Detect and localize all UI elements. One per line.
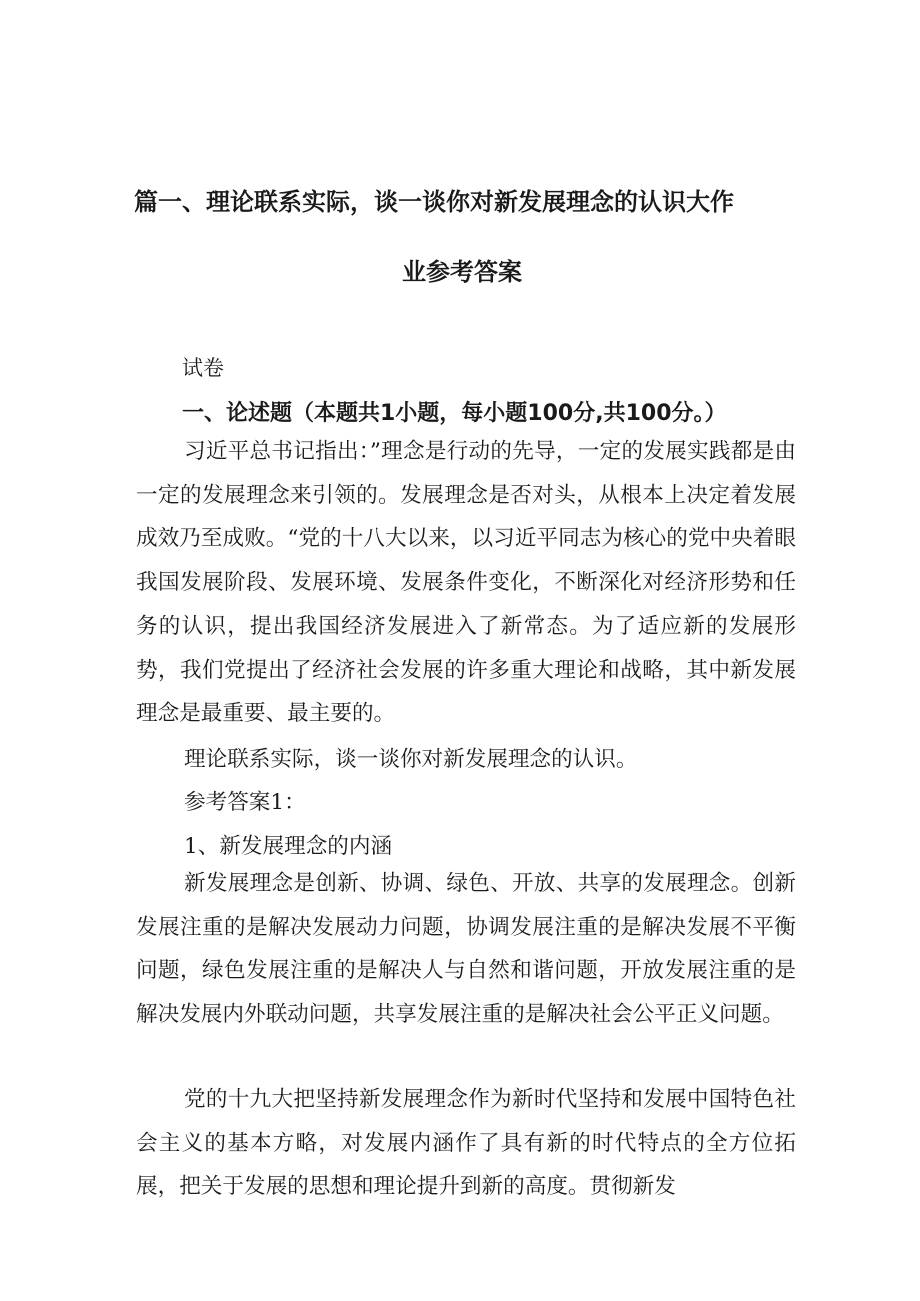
document-title-line-1: 篇一、理论联系实际，谈一谈你对新发展理念的认识大作 [134,188,734,216]
section-heading: 一、论述题（本题共1小题，每小题100分,共100分。） [182,401,727,426]
answer-paragraph-1: 新发展理念是创新、协调、绿色、开放、共享的发展理念。创新发展注重的是解决发展动力问题，协调发展注重的是解决发展不平衡问题，绿色发展注重的是解决人与自然和谐问题，开放发展注重的是解决发展内外联动问题，共享发展注重的是解决社会公平正义问题。 [136,871,796,1028]
answer-subheading: 1、新发展理念的内涵 [184,834,393,859]
question-prompt: 理论联系实际，谈一谈你对新发展理念的认识。 [184,747,638,772]
question-paragraph: 习近平总书记指出：”理念是行动的先导，一定的发展实践都是由一定的发展理念来引领的。发展理念是否对头，从根本上决定着发展成效乃至成败。“党的十八大以来，以习近平同志为核心的党中央着眼我国发展阶段、发展环境、发展条件变化，不断深化对经济形势和任务的认识，提出我国经济发展进入了新常态。为了适应新的发展形势，我们党提出了经济社会发展的许多重大理论和战略，其中新发展理念是最重要、最主要的。 [136,439,796,727]
document-title-line-2: 业参考答案 [402,258,522,286]
answer-label: 参考答案1： [184,790,306,815]
answer-paragraph-2: 党的十九大把坚持新发展理念作为新时代坚持和发展中国特色社会主义的基本方略，对发展内涵作了具有新的时代特点的全方位拓展，把关于发展的思想和理论提升到新的高度。贯彻新发 [136,1087,796,1200]
exam-label: 试卷 [182,356,224,380]
